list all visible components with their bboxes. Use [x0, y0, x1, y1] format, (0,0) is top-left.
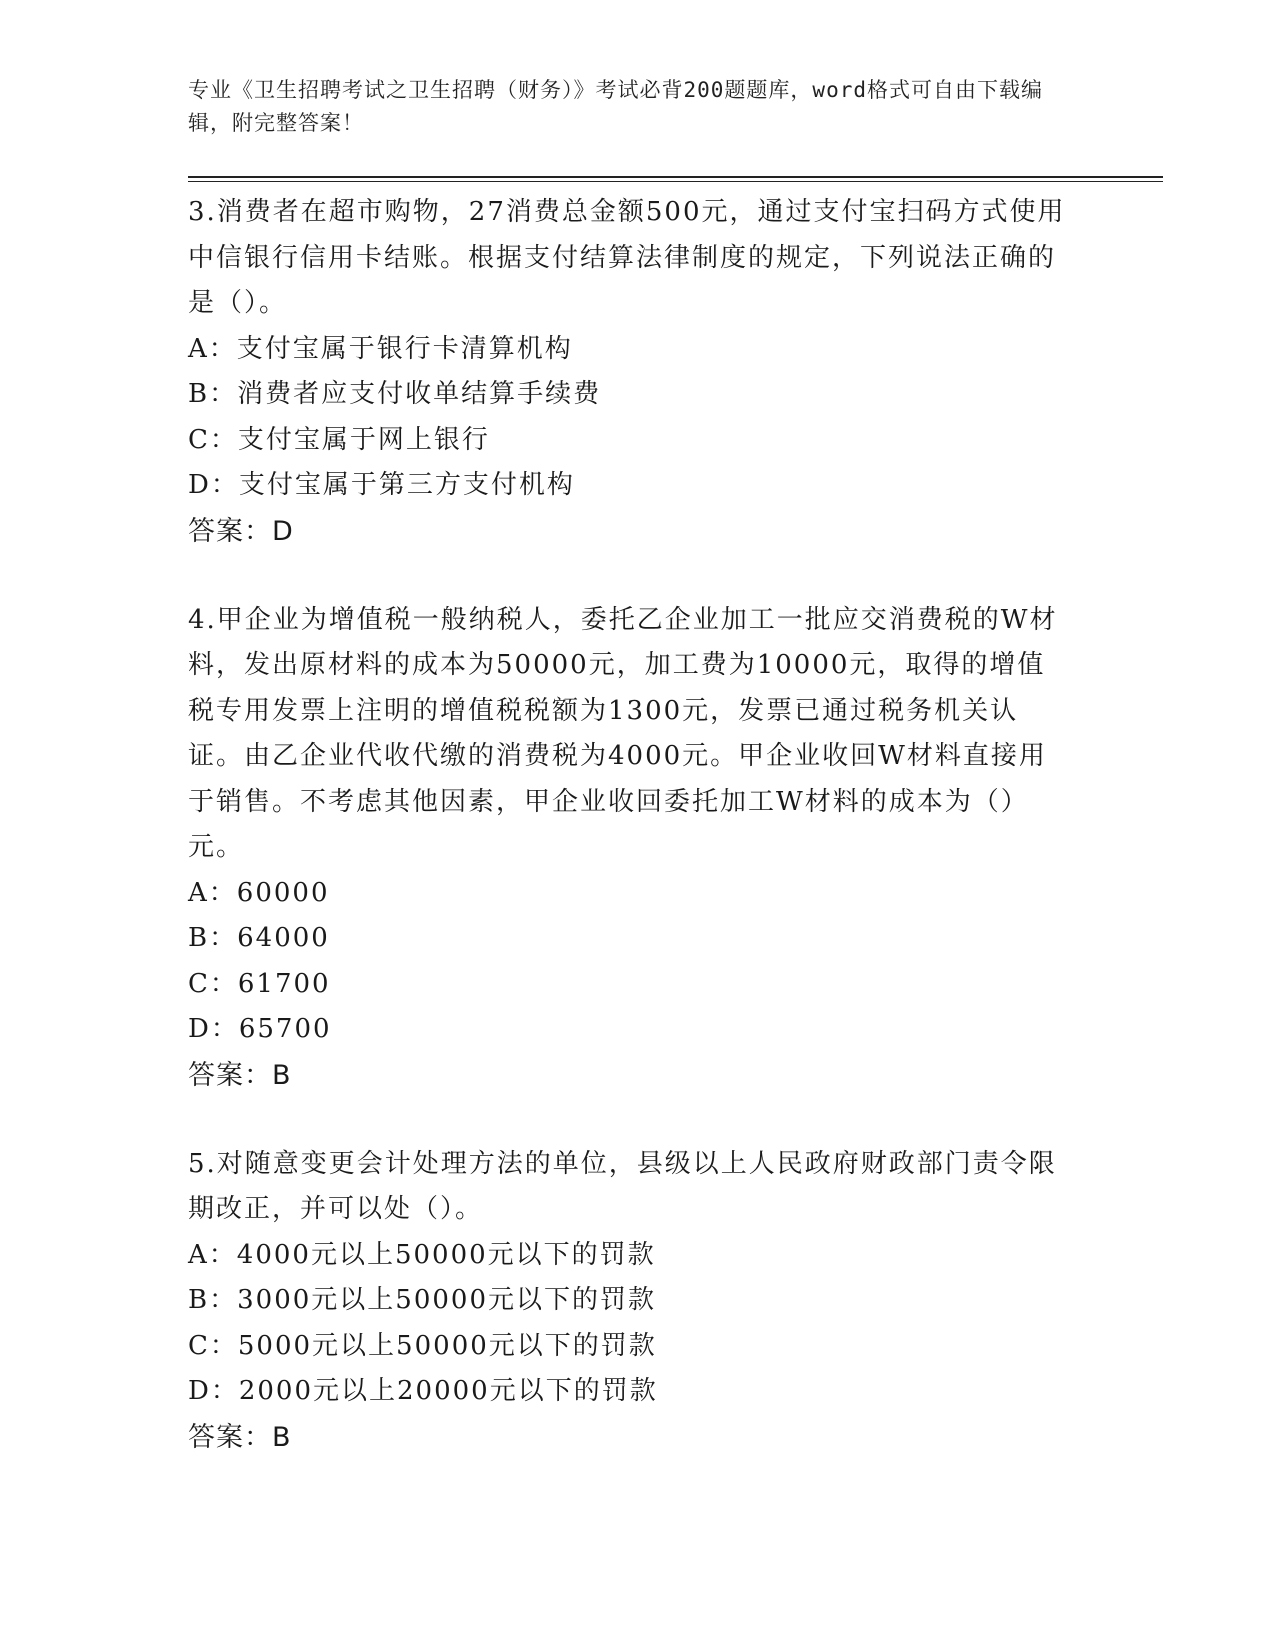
option-a: A：支付宝属于银行卡清算机构: [188, 333, 573, 364]
option-c: C：支付宝属于网上银行: [188, 424, 490, 455]
question-stem: 3.消费者在超市购物，27消费总金额500元，通过支付宝扫码方式使用中信银行信用卡结账。根据支付结算法律制度的规定，下列说法正确的是（）。: [188, 197, 1066, 318]
question-4: [188, 598, 1088, 1098]
option-d: D：65700: [188, 1014, 332, 1044]
answer-line: 答案：B: [188, 1059, 292, 1091]
option-b: B：3000元以上50000元以下的罚款: [188, 1285, 656, 1315]
option-b: B：消费者应支付收单结算手续费: [188, 379, 602, 409]
option-a: A：60000: [188, 877, 330, 908]
option-c: C：5000元以上50000元以下的罚款: [188, 1330, 657, 1361]
option-d: D：2000元以上20000元以下的罚款: [188, 1376, 658, 1406]
question-stem: 5.对随意变更会计处理方法的单位，县级以上人民政府财政部门责令限期改正，并可以处（）。: [188, 1148, 1057, 1224]
option-d: D：支付宝属于第三方支付机构: [188, 470, 575, 500]
header-divider-thin: [188, 181, 1163, 182]
question-5: [188, 1142, 1088, 1460]
question-3: [188, 190, 1088, 554]
header-divider-thick: [188, 176, 1163, 178]
answer-line: 答案：B: [188, 1421, 292, 1453]
answer-line: 答案：D: [188, 515, 294, 547]
question-stem: 4.甲企业为增值税一般纳税人，委托乙企业加工一批应交消费税的W材料，发出原材料的成本为50000元，加工费为10000元，取得的增值税专用发票上注明的增值税税额为1300元，发票已通过税务机关认证。由乙企业代收代缴的消费税为4000元。甲企业收回W材料直接用于销售。不考虑其他因素，甲企业收回委托加工W材料的成本为（）元。: [188, 604, 1058, 862]
option-c: C：61700: [188, 968, 331, 999]
option-a: A：4000元以上50000元以下的罚款: [188, 1239, 656, 1270]
option-b: B：64000: [188, 923, 330, 953]
document-header: 专业《卫生招聘考试之卫生招聘（财务）》考试必背200题题库，word格式可自由下载编辑，附完整答案！: [188, 78, 1043, 135]
question-list: [188, 190, 1088, 1504]
